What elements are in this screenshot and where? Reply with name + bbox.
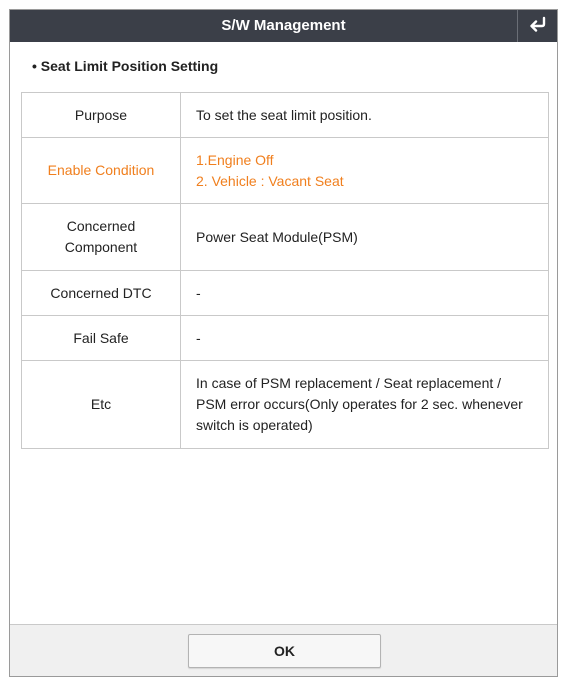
title-bar	[10, 10, 557, 42]
info-table	[21, 92, 549, 449]
table-row	[22, 93, 549, 138]
row-label-concerned-component	[22, 204, 181, 271]
row-label-concerned-dtc: Concerned DTC	[22, 271, 181, 316]
row-label-enable-condition: Enable Condition	[22, 138, 181, 204]
dialog-title: S/W Management	[221, 17, 346, 34]
label-line: Concerned	[66, 218, 136, 234]
value-line: In case of PSM replacement / Seat replacement / PSM error occurs(Only operates for 2 sec. whenever switch is operated)	[196, 375, 523, 433]
ok-button[interactable]: OK	[188, 634, 381, 668]
value-line: -	[196, 329, 201, 346]
row-value-concerned-component	[181, 204, 549, 271]
row-label-etc: Etc	[22, 361, 181, 449]
table-row	[22, 361, 549, 449]
row-label-purpose: Purpose	[22, 93, 181, 138]
row-value-concerned-dtc	[181, 271, 549, 316]
table-row	[22, 138, 549, 204]
value-line: 2. Vehicle : Vacant Seat	[196, 172, 344, 189]
table-row	[22, 204, 549, 271]
row-value-etc	[181, 361, 549, 449]
value-line: -	[196, 284, 201, 301]
section-heading: • Seat Limit Position Setting	[32, 58, 219, 74]
row-value-enable-condition	[181, 138, 549, 204]
label-line: Component	[64, 239, 138, 255]
row-value-fail-safe	[181, 316, 549, 361]
dialog-footer	[10, 624, 557, 676]
sw-management-dialog	[9, 9, 558, 677]
table-row	[22, 316, 549, 361]
back-button[interactable]	[517, 10, 557, 42]
row-value-purpose	[181, 93, 549, 138]
value-line: 1.Engine Off	[196, 151, 274, 168]
row-label-fail-safe: Fail Safe	[22, 316, 181, 361]
value-line: To set the seat limit position.	[196, 106, 372, 123]
return-arrow-icon	[529, 16, 547, 37]
value-line: Power Seat Module(PSM)	[196, 228, 358, 245]
table-row	[22, 271, 549, 316]
